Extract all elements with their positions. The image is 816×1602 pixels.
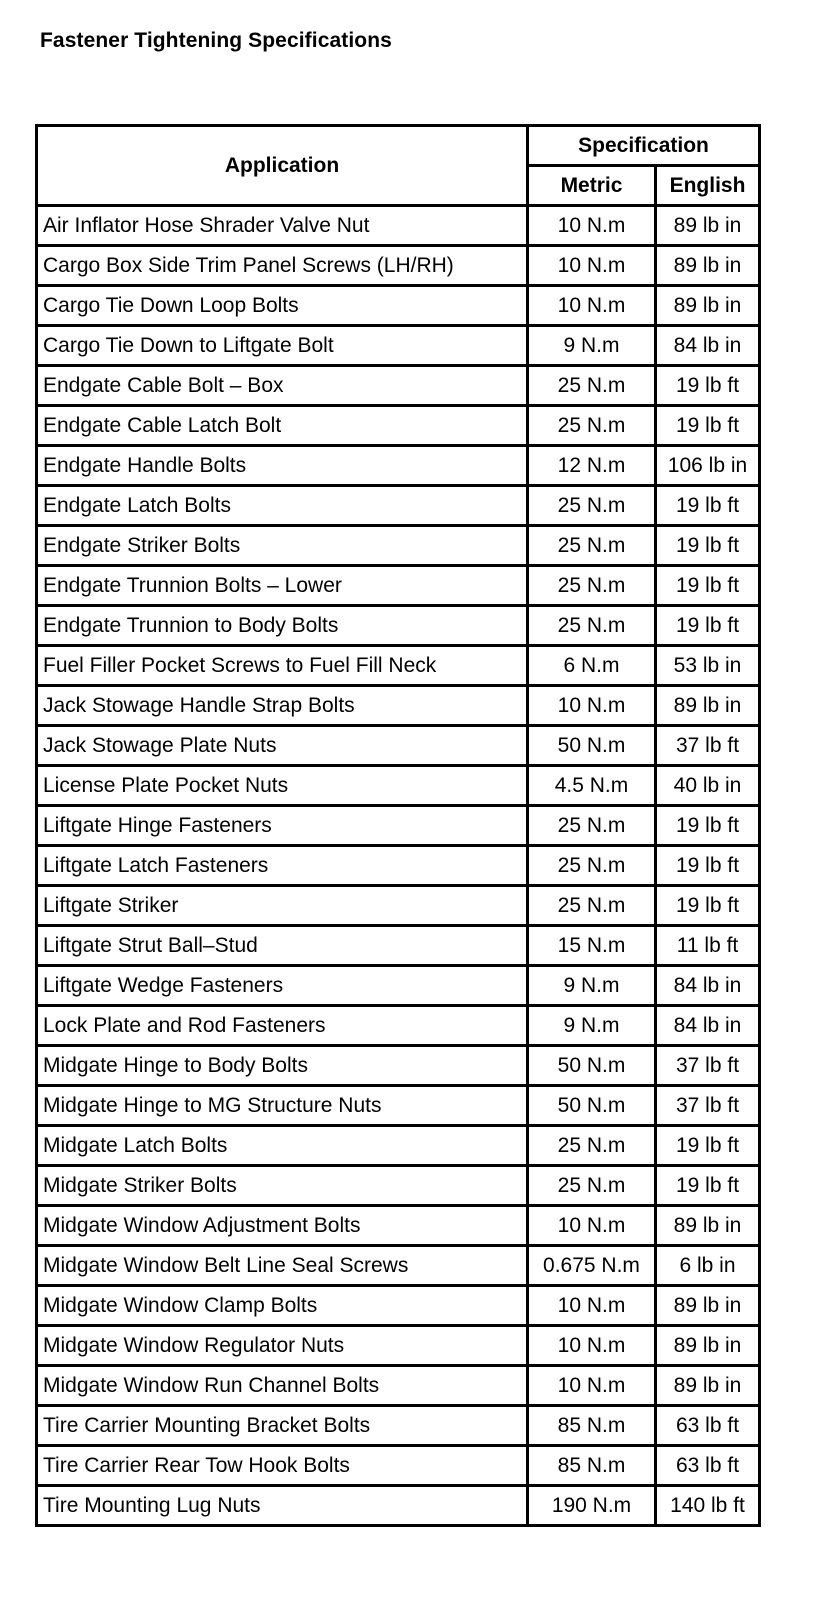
metric-cell: 85 N.m [528, 1446, 656, 1486]
table-row [37, 406, 760, 446]
application-cell: Endgate Cable Bolt – Box [37, 366, 528, 406]
english-cell: 37 lb ft [656, 1046, 760, 1086]
metric-cell: 25 N.m [528, 566, 656, 606]
table-row [37, 1246, 760, 1286]
application-column-header: Application [37, 126, 528, 206]
english-cell: 19 lb ft [656, 1166, 760, 1206]
application-cell: Midgate Window Adjustment Bolts [37, 1206, 528, 1246]
english-cell: 89 lb in [656, 286, 760, 326]
application-cell: Midgate Hinge to Body Bolts [37, 1046, 528, 1086]
header-row-top [37, 126, 760, 166]
application-cell: Liftgate Strut Ball–Stud [37, 926, 528, 966]
page-title: Fastener Tightening Specifications [40, 29, 392, 52]
metric-cell: 25 N.m [528, 886, 656, 926]
table-row [37, 766, 760, 806]
table-row [37, 366, 760, 406]
application-cell: Tire Carrier Rear Tow Hook Bolts [37, 1446, 528, 1486]
english-cell: 106 lb in [656, 446, 760, 486]
english-cell: 84 lb in [656, 326, 760, 366]
table-row [37, 966, 760, 1006]
metric-cell: 10 N.m [528, 206, 656, 246]
fastener-spec-table [35, 124, 761, 1527]
english-cell: 19 lb ft [656, 366, 760, 406]
english-cell: 89 lb in [656, 1206, 760, 1246]
metric-cell: 25 N.m [528, 1166, 656, 1206]
table-row [37, 1486, 760, 1526]
metric-cell: 25 N.m [528, 1126, 656, 1166]
table-row [37, 1406, 760, 1446]
application-cell: Jack Stowage Handle Strap Bolts [37, 686, 528, 726]
english-cell: 19 lb ft [656, 406, 760, 446]
table-row [37, 1366, 760, 1406]
english-cell: 89 lb in [656, 1326, 760, 1366]
application-cell: Endgate Handle Bolts [37, 446, 528, 486]
metric-cell: 10 N.m [528, 686, 656, 726]
table-header [37, 126, 760, 206]
table-row [37, 1326, 760, 1366]
table-row [37, 206, 760, 246]
metric-cell: 9 N.m [528, 326, 656, 366]
application-cell: Tire Mounting Lug Nuts [37, 1486, 528, 1526]
application-cell: Midgate Window Regulator Nuts [37, 1326, 528, 1366]
application-cell: Endgate Latch Bolts [37, 486, 528, 526]
application-cell: Liftgate Latch Fasteners [37, 846, 528, 886]
metric-cell: 25 N.m [528, 366, 656, 406]
specification-column-header: Specification [528, 126, 760, 166]
table-row [37, 1206, 760, 1246]
metric-cell: 50 N.m [528, 1086, 656, 1126]
table-row [37, 486, 760, 526]
english-cell: 37 lb ft [656, 1086, 760, 1126]
table-row [37, 1006, 760, 1046]
metric-cell: 25 N.m [528, 806, 656, 846]
application-cell: License Plate Pocket Nuts [37, 766, 528, 806]
english-cell: 37 lb ft [656, 726, 760, 766]
metric-cell: 10 N.m [528, 286, 656, 326]
table-row [37, 1166, 760, 1206]
metric-cell: 10 N.m [528, 1286, 656, 1326]
application-cell: Liftgate Striker [37, 886, 528, 926]
english-cell: 89 lb in [656, 206, 760, 246]
table-row [37, 606, 760, 646]
table-row [37, 646, 760, 686]
english-cell: 84 lb in [656, 1006, 760, 1046]
table-body [37, 206, 760, 1526]
application-cell: Midgate Striker Bolts [37, 1166, 528, 1206]
english-cell: 19 lb ft [656, 486, 760, 526]
english-cell: 19 lb ft [656, 606, 760, 646]
table-row [37, 446, 760, 486]
english-cell: 19 lb ft [656, 806, 760, 846]
metric-cell: 10 N.m [528, 246, 656, 286]
table-row [37, 286, 760, 326]
application-cell: Tire Carrier Mounting Bracket Bolts [37, 1406, 528, 1446]
english-column-header: English [656, 166, 760, 206]
table-row [37, 246, 760, 286]
application-cell: Endgate Striker Bolts [37, 526, 528, 566]
application-cell: Endgate Trunnion Bolts – Lower [37, 566, 528, 606]
metric-cell: 15 N.m [528, 926, 656, 966]
metric-cell: 9 N.m [528, 966, 656, 1006]
metric-cell: 0.675 N.m [528, 1246, 656, 1286]
table-row [37, 566, 760, 606]
application-cell: Cargo Box Side Trim Panel Screws (LH/RH) [37, 246, 528, 286]
application-cell: Endgate Trunnion to Body Bolts [37, 606, 528, 646]
english-cell: 11 lb ft [656, 926, 760, 966]
application-cell: Endgate Cable Latch Bolt [37, 406, 528, 446]
english-cell: 19 lb ft [656, 566, 760, 606]
application-cell: Lock Plate and Rod Fasteners [37, 1006, 528, 1046]
table-row [37, 1046, 760, 1086]
metric-cell: 10 N.m [528, 1366, 656, 1406]
application-cell: Midgate Window Clamp Bolts [37, 1286, 528, 1326]
metric-cell: 25 N.m [528, 486, 656, 526]
english-cell: 89 lb in [656, 1286, 760, 1326]
table-row [37, 726, 760, 766]
english-cell: 63 lb ft [656, 1406, 760, 1446]
application-cell: Midgate Window Run Channel Bolts [37, 1366, 528, 1406]
english-cell: 89 lb in [656, 686, 760, 726]
application-cell: Cargo Tie Down to Liftgate Bolt [37, 326, 528, 366]
metric-cell: 10 N.m [528, 1206, 656, 1246]
english-cell: 84 lb in [656, 966, 760, 1006]
table-row [37, 686, 760, 726]
application-cell: Cargo Tie Down Loop Bolts [37, 286, 528, 326]
metric-cell: 25 N.m [528, 526, 656, 566]
english-cell: 89 lb in [656, 1366, 760, 1406]
english-cell: 19 lb ft [656, 886, 760, 926]
application-cell: Fuel Filler Pocket Screws to Fuel Fill Neck [37, 646, 528, 686]
metric-cell: 25 N.m [528, 606, 656, 646]
english-cell: 19 lb ft [656, 846, 760, 886]
application-cell: Liftgate Wedge Fasteners [37, 966, 528, 1006]
table-row [37, 846, 760, 886]
application-cell: Midgate Hinge to MG Structure Nuts [37, 1086, 528, 1126]
metric-cell: 9 N.m [528, 1006, 656, 1046]
table-row [37, 806, 760, 846]
metric-cell: 25 N.m [528, 406, 656, 446]
table-row [37, 526, 760, 566]
table-row [37, 1086, 760, 1126]
application-cell: Midgate Window Belt Line Seal Screws [37, 1246, 528, 1286]
metric-cell: 4.5 N.m [528, 766, 656, 806]
table-row [37, 926, 760, 966]
table-row [37, 886, 760, 926]
metric-cell: 10 N.m [528, 1326, 656, 1366]
metric-cell: 50 N.m [528, 726, 656, 766]
table-row [37, 326, 760, 366]
english-cell: 6 lb in [656, 1246, 760, 1286]
english-cell: 53 lb in [656, 646, 760, 686]
english-cell: 63 lb ft [656, 1446, 760, 1486]
application-cell: Midgate Latch Bolts [37, 1126, 528, 1166]
application-cell: Jack Stowage Plate Nuts [37, 726, 528, 766]
english-cell: 40 lb in [656, 766, 760, 806]
metric-cell: 25 N.m [528, 846, 656, 886]
metric-cell: 190 N.m [528, 1486, 656, 1526]
metric-cell: 50 N.m [528, 1046, 656, 1086]
table-row [37, 1446, 760, 1486]
english-cell: 19 lb ft [656, 1126, 760, 1166]
english-cell: 89 lb in [656, 246, 760, 286]
table-row [37, 1126, 760, 1166]
metric-cell: 12 N.m [528, 446, 656, 486]
english-cell: 140 lb ft [656, 1486, 760, 1526]
metric-cell: 6 N.m [528, 646, 656, 686]
metric-cell: 85 N.m [528, 1406, 656, 1446]
metric-column-header: Metric [528, 166, 656, 206]
english-cell: 19 lb ft [656, 526, 760, 566]
application-cell: Liftgate Hinge Fasteners [37, 806, 528, 846]
table-row [37, 1286, 760, 1326]
application-cell: Air Inflator Hose Shrader Valve Nut [37, 206, 528, 246]
